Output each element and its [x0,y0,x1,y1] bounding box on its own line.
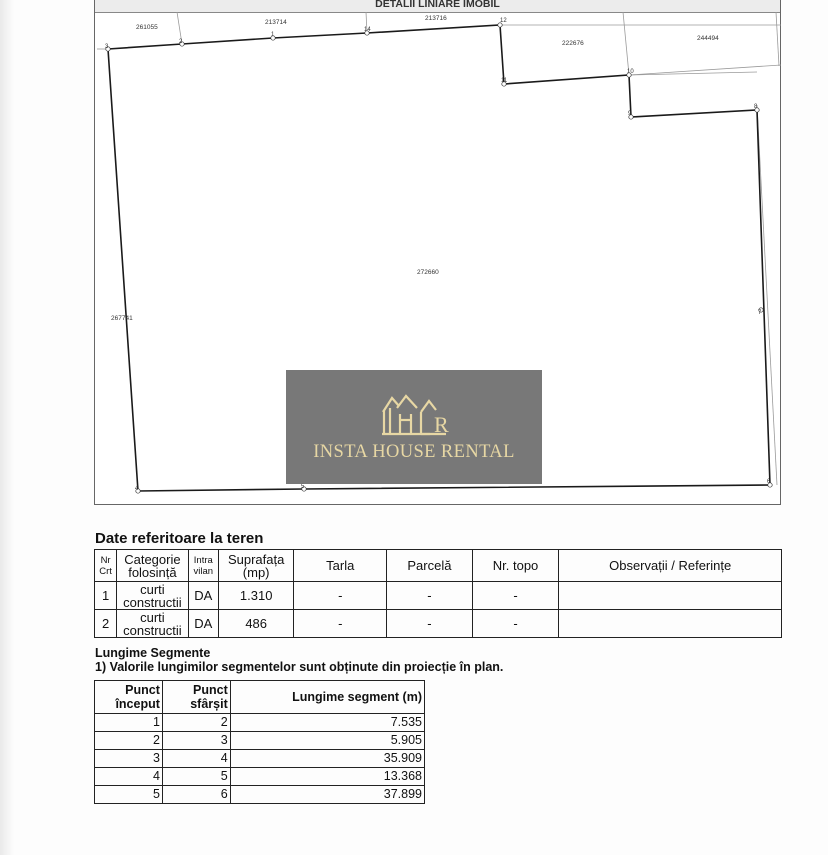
parcel-label-right-1: 222676 [562,40,584,47]
cell-length: 13.368 [230,768,424,786]
cell-start: 2 [95,732,163,750]
parcel-label-top-2: 213716 [425,15,447,22]
header-nr-topo: Nr. topo [472,550,559,582]
teren-table [94,549,782,638]
header-categorie: Categorie folosință [117,550,189,582]
point-label: 2 [179,39,183,45]
cell-suprafata: 1.310 [218,582,294,610]
segments-note: 1) Valorile lungimilor segmentelor sunt obținute din proiecție în plan. [95,660,504,674]
cell-nr-topo: - [472,582,559,610]
cell-categorie: curti constructii [117,582,189,610]
cell-end: 6 [162,786,230,804]
cell-observatii [559,582,782,610]
header-length: Lungime segment (m) [230,681,424,714]
parcel-label-top-1: 213714 [265,19,287,26]
cell-start: 3 [95,750,163,768]
cell-start: 5 [95,786,163,804]
plan-header-title: DETALII LINIARE IMOBIL [375,0,500,10]
cell-tarla: - [294,582,387,610]
table-row [95,786,425,804]
header-start: Punct început [95,681,163,714]
cell-intravilan: DA [188,582,218,610]
cell-end: 2 [162,714,230,732]
cell-nr: 2 [95,610,117,638]
point-label: 1 [271,32,275,38]
cell-length: 37.899 [230,786,424,804]
cell-intravilan: DA [188,610,218,638]
watermark-text: INSTA HOUSE RENTAL [313,442,515,462]
parcel-label-main: 272660 [417,269,439,276]
cell-length: 5.905 [230,732,424,750]
segments-table [94,680,425,804]
cell-end: 3 [162,732,230,750]
svg-text:R: R [434,412,449,437]
table-row [95,732,425,750]
cell-observatii [559,610,782,638]
point-label: 4 [135,486,139,492]
point-label: 12 [500,18,507,24]
header-end: Punct sfârșit [162,681,230,714]
cell-length: 35.909 [230,750,424,768]
segments-header-row [95,681,425,714]
table-row [95,582,782,610]
cell-end: 4 [162,750,230,768]
cell-tarla: - [294,610,387,638]
cell-parcela: - [387,582,473,610]
parcel-label-left-side: 267741 [111,315,133,322]
page-shadow [0,0,14,855]
point-label: 10 [627,69,634,75]
cell-nr-topo: - [472,610,559,638]
cell-parcela: - [387,610,473,638]
table-row [95,750,425,768]
teren-section-title: Date referitoare la teren [95,530,264,547]
watermark [286,370,542,484]
header-nr: Nr Crt [95,550,117,582]
table-row [95,768,425,786]
point-label: 7 [758,310,762,316]
header-intravilan: Intra vilan [188,550,218,582]
cell-nr: 1 [95,582,117,610]
cell-start: 1 [95,714,163,732]
cell-suprafata: 486 [218,610,294,638]
point-label: 14 [364,27,371,33]
table-row [95,714,425,732]
header-observatii: Observații / Referințe [559,550,782,582]
segments-title: Lungime Segmente [95,646,211,660]
teren-header-row [95,550,782,582]
point-label: 3 [105,44,109,50]
table-row [95,610,782,638]
header-suprafata: Suprafața (mp) [218,550,294,582]
point-label: 6 [767,479,771,485]
house-logo-icon [286,384,542,444]
cell-categorie: curti constructii [117,610,189,638]
parcel-label-right-2: 244494 [697,35,719,42]
cell-start: 4 [95,768,163,786]
cell-length: 7.535 [230,714,424,732]
point-label: 8 [754,104,758,110]
point-label: 11 [501,78,508,84]
point-label: 9 [628,111,632,117]
point-label: 5 [301,484,305,490]
cell-end: 5 [162,768,230,786]
header-parcela: Parcelă [387,550,473,582]
parcel-label-left-top: 261055 [136,24,158,31]
header-tarla: Tarla [294,550,387,582]
